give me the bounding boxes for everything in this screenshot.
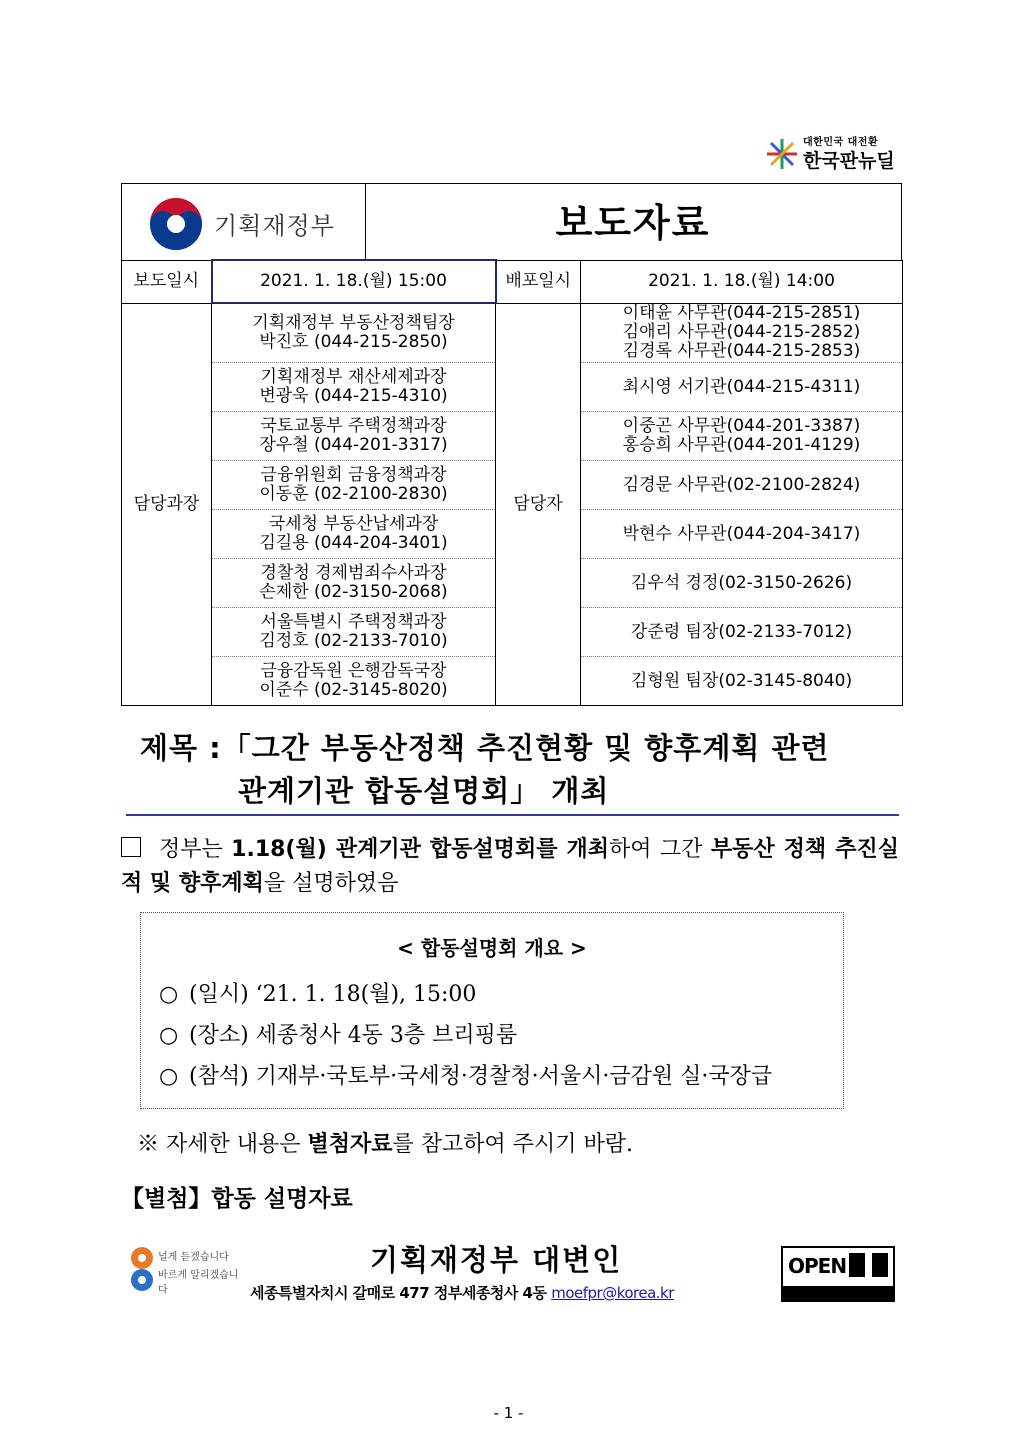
attachment-label: 【별첨】합동 설명자료 bbox=[121, 1186, 353, 1212]
dept-name: 경찰청 경제범죄수사과장 bbox=[260, 563, 447, 583]
staff-cell bbox=[581, 657, 903, 706]
newdeal-spark-icon bbox=[765, 137, 799, 171]
contact-table bbox=[121, 259, 903, 706]
para-text: 하여 그간 bbox=[609, 837, 711, 862]
staff-cell bbox=[581, 461, 903, 510]
commercial-use-icon bbox=[872, 1253, 888, 1277]
circle-bullet-icon: ○ bbox=[159, 982, 179, 1007]
person-label: 담당자 bbox=[496, 303, 581, 706]
staff-cell bbox=[581, 608, 903, 657]
header-box bbox=[121, 183, 902, 260]
staff-contact: 김경문 사무관(02-2100-2824) bbox=[622, 474, 861, 495]
note-text: ※ 자세한 내용은 bbox=[137, 1132, 308, 1157]
overview-heading: < 합동설명회 개요 > bbox=[397, 936, 587, 960]
taegeuk-emblem-icon bbox=[148, 196, 204, 252]
para-text: 을 설명하였음 bbox=[263, 871, 399, 896]
press-release-title: 보도자료 bbox=[555, 201, 711, 245]
overview-box bbox=[140, 912, 844, 1109]
dept-head-cell bbox=[212, 412, 496, 461]
slogan-line2: 바르게 알리겠습니다 bbox=[158, 1270, 239, 1296]
staff-cell bbox=[581, 510, 903, 559]
dept-head: 이동훈 (02-2100-2830) bbox=[259, 484, 448, 504]
attribution-icon bbox=[849, 1253, 865, 1277]
note-bold: 별첨자료 bbox=[307, 1132, 393, 1157]
dept-head-cell bbox=[212, 559, 496, 608]
staff-contact: 김형원 팀장(02-3145-8040) bbox=[630, 670, 853, 691]
newdeal-name: 한국판뉴딜 bbox=[803, 150, 895, 172]
address-text: 세종특별자치시 갈매로 477 정부세종청사 4동 bbox=[250, 1284, 552, 1302]
staff-contact: 김애리 사무관(044-215-2852) bbox=[622, 322, 861, 343]
dept-head-cell bbox=[212, 303, 496, 363]
document-title bbox=[140, 727, 900, 813]
title-line1: 그간 부동산정책 추진현황 및 향후계획 관련 bbox=[251, 731, 830, 765]
overview-item bbox=[159, 1059, 772, 1090]
overview-item bbox=[159, 1018, 517, 1049]
dept-head-cell bbox=[212, 657, 496, 706]
note-text: 를 참고하여 주시기 바람. bbox=[392, 1132, 634, 1157]
ministry-name: 기획재정부 bbox=[214, 212, 335, 240]
dept-name: 국토교통부 주택정책과장 bbox=[260, 416, 447, 436]
newdeal-logo bbox=[765, 133, 905, 179]
dept-name: 국세청 부동산납세과장 bbox=[268, 514, 439, 534]
page-number: - 1 - bbox=[493, 1404, 524, 1422]
reference-note bbox=[137, 1127, 633, 1158]
staff-contact: 김우석 경정(02-3150-2626) bbox=[630, 572, 853, 593]
title-underline bbox=[126, 814, 899, 816]
dept-name: 금융감독원 은행감독국장 bbox=[260, 661, 447, 681]
dept-head-cell bbox=[212, 363, 496, 412]
report-date-label: 보도일시 bbox=[122, 260, 212, 303]
overview-item-text: (장소) 세종청사 4동 3층 브리핑룸 bbox=[189, 1023, 518, 1048]
report-date-value: 2021. 1. 18.(월) 15:00 bbox=[212, 260, 496, 303]
dept-head: 손제한 (02-3150-2068) bbox=[259, 582, 448, 602]
circle-bullet-icon: ○ bbox=[159, 1064, 179, 1089]
dept-name: 금융위원회 금융정책과장 bbox=[260, 465, 447, 485]
dept-head: 김길용 (044-204-3401) bbox=[259, 533, 448, 553]
dept-head: 박진호 (044-215-2850) bbox=[259, 332, 448, 352]
email-link[interactable]: moefpr@korea.kr bbox=[551, 1284, 674, 1302]
dept-head-cell bbox=[212, 461, 496, 510]
ear-mouth-icon bbox=[128, 1244, 158, 1292]
dept-name: 기획재정부 재산세제과장 bbox=[260, 367, 447, 387]
dept-name: 서울특별시 주택정책과장 bbox=[260, 612, 447, 632]
newdeal-tagline: 대한민국 대전환 bbox=[803, 137, 879, 148]
checkbox-bullet-icon bbox=[121, 837, 141, 857]
para-text: 정부는 bbox=[159, 837, 232, 862]
license-bar bbox=[783, 1286, 893, 1300]
dept-head: 이준수 (02-3145-8020) bbox=[259, 680, 448, 700]
date-row bbox=[122, 260, 903, 303]
staff-contact: 김경록 사무관(044-215-2853) bbox=[622, 341, 861, 362]
title-prefix: 제목 :「 bbox=[140, 731, 252, 765]
ministry-logo bbox=[122, 184, 366, 260]
dept-head-cell bbox=[212, 510, 496, 559]
staff-cell bbox=[581, 303, 903, 363]
distribution-date-label: 배포일시 bbox=[496, 260, 581, 303]
main-paragraph bbox=[121, 833, 899, 901]
overview-item-text: (일시) ‘21. 1. 18(월), 15:00 bbox=[189, 982, 477, 1007]
dept-head-cell bbox=[212, 608, 496, 657]
overview-item-text: (참석) 기재부·국토부·국세청·경찰청·서울시·금감원 실·국장급 bbox=[189, 1064, 773, 1089]
dept-label: 담당과장 bbox=[122, 303, 212, 706]
staff-contact: 이태윤 사무관(044-215-2851) bbox=[622, 303, 861, 324]
circle-bullet-icon: ○ bbox=[159, 1023, 179, 1048]
open-license-badge bbox=[781, 1246, 895, 1302]
overview-item bbox=[159, 977, 476, 1008]
staff-contact: 강준령 팀장(02-2133-7012) bbox=[630, 621, 853, 642]
slogan-line1: 널게 듣겠습니다 bbox=[158, 1252, 229, 1263]
para-bold: 부동산 정책 추진실적 및 향후계획 bbox=[121, 837, 899, 896]
dept-head: 김정호 (02-2133-7010) bbox=[259, 631, 448, 651]
dept-head: 장우철 (044-201-3317) bbox=[259, 435, 448, 455]
contact-row bbox=[122, 303, 903, 363]
staff-cell bbox=[581, 412, 903, 461]
title-line2: 관계기관 합동설명회」 개최 bbox=[238, 774, 610, 808]
spokesperson-title: 기획재정부 대변인 bbox=[370, 1243, 623, 1277]
staff-contact: 이중곤 사무관(044-201-3387) bbox=[622, 416, 861, 436]
staff-contact: 홍승희 사무관(044-201-4129) bbox=[622, 435, 861, 455]
slogan-logo bbox=[128, 1244, 248, 1300]
staff-cell bbox=[581, 559, 903, 608]
staff-cell bbox=[581, 363, 903, 412]
para-bold: 1.18(월) 관계기관 합동설명회를 개최 bbox=[231, 837, 610, 862]
staff-contact: 박현수 사무관(044-204-3417) bbox=[622, 523, 861, 544]
address-line bbox=[250, 1282, 674, 1303]
staff-contact: 최시영 서기관(044-215-4311) bbox=[622, 376, 861, 397]
dept-name: 기획재정부 부동산정책팀장 bbox=[252, 313, 455, 333]
distribution-date-value: 2021. 1. 18.(월) 14:00 bbox=[581, 260, 903, 303]
open-label: OPEN bbox=[788, 1254, 847, 1278]
dept-head: 변광욱 (044-215-4310) bbox=[259, 386, 448, 406]
